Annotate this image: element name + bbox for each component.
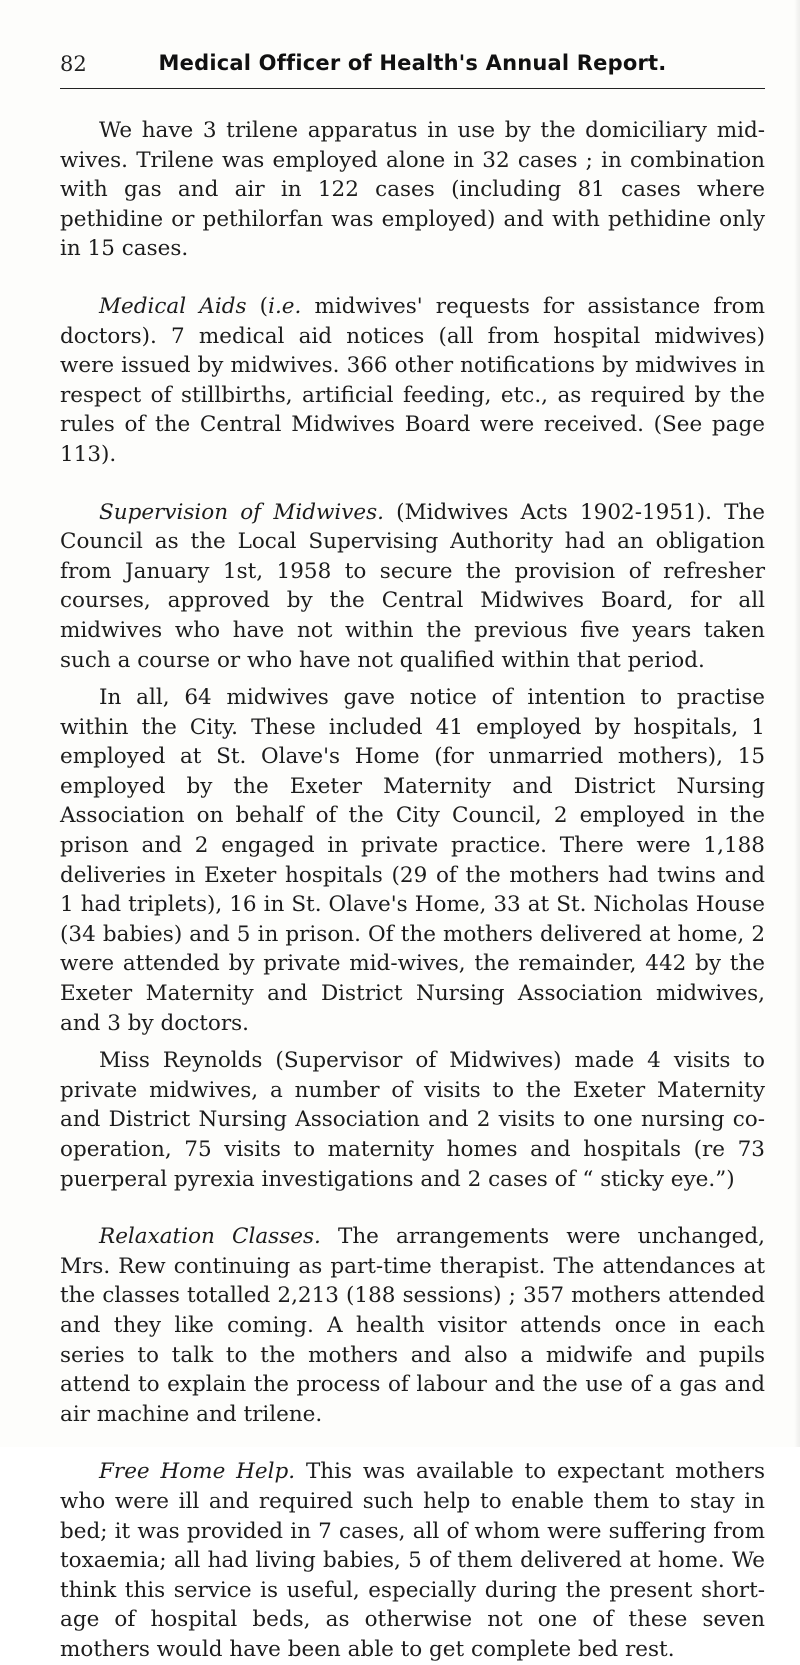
medical-aids-ie: i.e. — [268, 293, 302, 319]
page-header — [60, 52, 765, 89]
relaxation-body: The arrangements were unchanged, Mrs. Rew continuing as part-time therapist. The attendances at the classes totalled 2,213 (188 sessions) ; 357 mothers attended and they like coming. A health visitor attends once in each series to talk to the mothers and also a midwife and pupils attend to explain the process of labour and the use of a gas and air machine and trilene. — [60, 1224, 765, 1427]
page-number: 82 — [60, 52, 87, 76]
medical-aids-heading: Medical Aids — [99, 293, 247, 319]
medical-aids-open-paren: ( — [246, 293, 269, 319]
medical-aids-body: midwives' requests for assistance from doctors). 7 medical aid notices (all from hospital midwives) were issued by midwives. 366 other notifications by midwives in respect of stillbirths, artificial feeding, etc., as required by the rules of the Central Midwives Board were received. (See page 113). — [60, 293, 765, 467]
report-body — [60, 116, 765, 1665]
paragraph-relaxation-classes — [60, 1222, 765, 1429]
supervision-body: (Midwives Acts 1902-1951). The Council as the Local Supervising Authority had an obligation from January 1st, 1958 to secure the provision of refresher courses, approved by the Central Midwives Board, for all midwives who have not within the previous five years taken such a course or who have not qualified within that period. — [60, 499, 765, 673]
paragraph-medical-aids — [60, 292, 765, 470]
paragraph-miss-reynolds: Miss Reynolds (Supervisor of Midwives) made 4 visits to private midwives, a number of visits to the Exeter Maternity and District Nursing Association and 2 visits to one nursing co-operation, 75 visits to maternity homes and hospitals (re 73 puerperal pyrexia investigations and 2 cases of “ sticky eye.”) — [60, 1048, 765, 1192]
paragraph-trilene: We have 3 trilene apparatus in use by the domiciliary mid-wives. Trilene was employed alone in 32 cases ; in combination with gas and air in 122 cases (including 81 cases where pethidine or pethilorfan was employed) and with pethidine only in 15 cases. — [60, 118, 765, 262]
running-title: Medical Officer of Health's Annual Report. — [158, 51, 667, 75]
paragraph-supervision — [60, 498, 765, 676]
home-help-heading: Free Home Help. — [99, 1459, 296, 1485]
relaxation-heading: Relaxation Classes. — [99, 1224, 321, 1250]
paragraph-free-home-help — [60, 1457, 765, 1664]
home-help-body: This was available to expectant mothers who were ill and required such help to enable them to stay in bed; it was provided in 7 cases, all of whom were suffering from toxaemia; all had living babies, 5 of them delivered at home. We think this service is useful, especially during the present short-age of hospital beds, as otherwise not one of these seven mothers would have been able to get complete bed rest. — [60, 1459, 765, 1662]
supervision-heading: Supervision of Midwives. — [99, 499, 384, 525]
paragraph-notice-of-intention: In all, 64 midwives gave notice of intention to practise within the City. These included 41 employed by hospitals, 1 employed at St. Olave's Home (for unmarried mothers), 15 employed by the Exeter Maternity and District Nursing Association on behalf of the City Council, 2 employed in the prison and 2 engaged in private practice. There were 1,188 deliveries in Exeter hospitals (29 of the mothers had twins and 1 had triplets), 16 in St. Olave's Home, 33 at St. Nicholas House (34 babies) and 5 in prison. Of the mothers delivered at home, 2 were attended by private mid-wives, the remainder, 442 by the Exeter Maternity and District Nursing Association midwives, and 3 by doctors. — [60, 685, 765, 1036]
page-edge-shadow — [794, 0, 800, 1447]
